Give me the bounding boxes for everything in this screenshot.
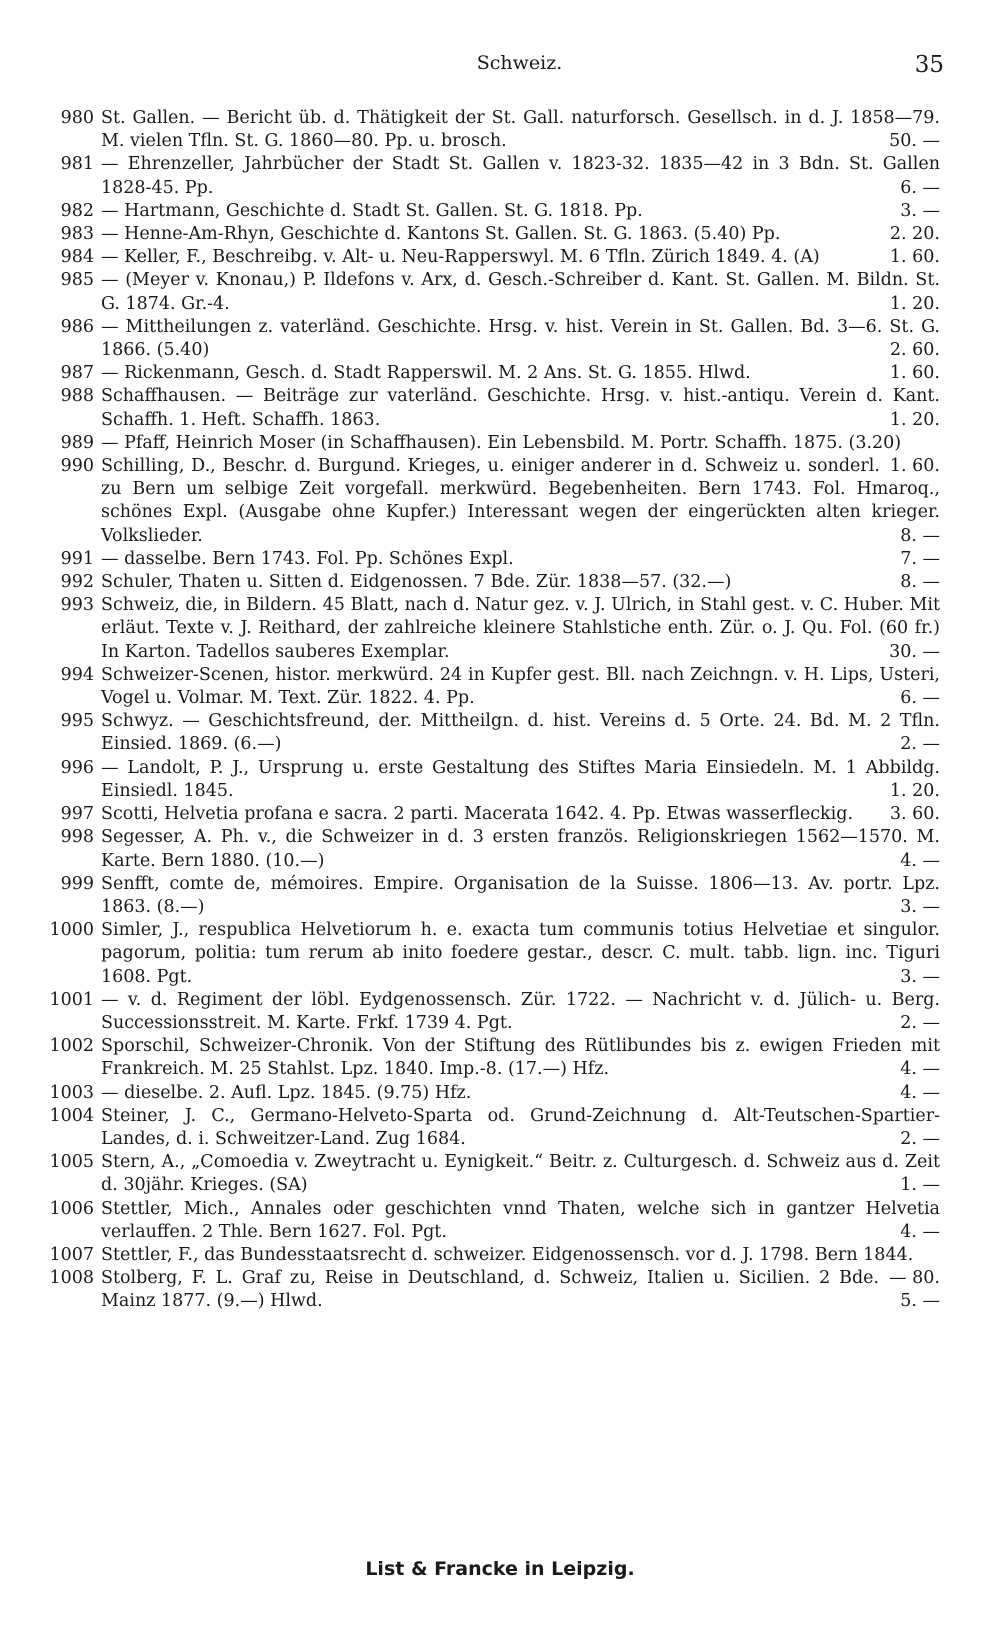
entry-description [101, 757, 940, 803]
entry-description [101, 1198, 940, 1244]
entry-description [101, 1244, 940, 1289]
entry-description [101, 455, 940, 548]
entry-price: 8. — [900, 525, 940, 546]
catalog-entry [0, 989, 1000, 1035]
entry-price: 4. — [900, 1082, 940, 1103]
entry-description [101, 571, 940, 594]
entry-price: — 80. [889, 1268, 940, 1289]
entry-number: 997 [60, 804, 94, 825]
entry-number: 994 [60, 664, 94, 685]
catalog-entry [0, 1151, 1000, 1197]
entry-price: 1. 20. [889, 293, 940, 314]
entry-price: 6. — [900, 177, 940, 198]
catalog-entry [0, 757, 1000, 803]
entry-number: 993 [60, 595, 94, 616]
entry-number: 980 [60, 108, 94, 128]
entry-price: 4. — [900, 850, 940, 871]
entry-number: 985 [60, 270, 94, 291]
entry-text: Stettler, Mich., Annales oder geschichten vnnd Thaten, welche sich in gantzer Helvetia verlauffen. 2 Thle. Bern 1627. Fol. Pgt. [101, 1198, 940, 1242]
entry-text: Schaffhausen. — Beiträge zur vaterländ. Geschichte. Hrsg. v. hist.-antiqu. Verein d. Kant. Schaffh. 1. Heft. Schaffh. 1863. [101, 386, 940, 430]
entry-text: — Pfaff, Heinrich Moser (in Schaffhausen). Ein Lebensbild. M. Portr. Schaffh. 1875. (3.20) [101, 432, 902, 453]
entry-price: 6. — [900, 688, 940, 709]
entry-text: — (Meyer v. Knonau,) P. Ildefons v. Arx, d. Gesch.-Schreiber d. Kant. St. Gallen. M. Bildn. St. G. 1874. Gr.-4. [101, 270, 940, 314]
entry-number: 1005 [49, 1152, 94, 1173]
entry-text: Schwyz. — Geschichtsfreund, der. Mittheilgn. d. hist. Vereins d. 5 Orte. 24. Bd. M. 2 Tfln. Einsied. 1869. (6.—) [101, 711, 940, 755]
catalog-entry [0, 571, 1000, 594]
catalog-entry [0, 710, 1000, 756]
entry-text: — Rickenmann, Gesch. d. Stadt Rapperswil. M. 2 Ans. St. G. 1855. Hlwd. [101, 363, 751, 384]
entry-text: — Landolt, P. J., Ursprung u. erste Gestaltung des Stiftes Maria Einsiedeln. M. 1 Abbildg. Einsiedl. 1845. [101, 757, 940, 801]
entry-text: Stolberg, F. L. Graf zu, Reise in Deutschland, d. Schweiz, Italien u. Sicilien. 2 Bde. Mainz 1877. (9.—) Hlwd. [101, 1268, 880, 1312]
entry-price: 3. — [900, 200, 940, 221]
entry-text: — Henne-Am-Rhyn, Geschichte d. Kantons St. Gallen. St. G. 1863. (5.40) Pp. [101, 224, 781, 245]
entry-number: 986 [60, 316, 94, 337]
catalog-entry [0, 873, 1000, 919]
entry-price: 50. — [889, 131, 940, 152]
entry-number: 992 [60, 572, 94, 593]
entry-number: 988 [60, 386, 94, 407]
entry-number: 984 [60, 247, 94, 268]
entry-description [101, 873, 940, 919]
catalog-entry [0, 316, 1000, 362]
entry-price: 30. — [889, 641, 940, 662]
catalog-entry [0, 548, 1000, 571]
entry-description [101, 107, 940, 153]
catalog-entry [0, 1082, 1000, 1105]
catalog-entry [0, 107, 1000, 153]
entry-price: 2. 20. [889, 224, 940, 245]
entry-description [101, 803, 940, 826]
catalog-entry [0, 269, 1000, 315]
entry-number: 999 [60, 873, 94, 894]
entry-number: 995 [60, 711, 94, 732]
publisher-footer: List & Francke in Leipzig. [365, 1558, 635, 1580]
entry-number: 998 [60, 827, 94, 848]
entry-description [101, 223, 940, 246]
entry-number: 1007 [49, 1244, 94, 1265]
entry-price: 1. 20. [889, 780, 940, 801]
entry-number: 981 [60, 154, 94, 175]
entry-description [101, 200, 940, 223]
entry-number: 990 [60, 456, 94, 477]
entry-description [101, 269, 940, 315]
entry-price: 1. — [900, 1175, 940, 1196]
entry-text: Senfft, comte de, mémoires. Empire. Organisation de la Suisse. 1806—13. Av. portr. Lpz. 1863. (8.—) [101, 873, 940, 917]
entry-price: 2. — [900, 1128, 940, 1149]
entry-description [101, 1105, 940, 1151]
catalog-entry [0, 455, 1000, 548]
catalog-entry [0, 664, 1000, 710]
entry-text: St. Gallen. — Bericht üb. d. Thätigkeit der St. Gall. naturforsch. Gesellsch. in d. J. 1858—79. M. vielen Tfln. St. G. 1860—80. Pp. u. brosch. [101, 108, 940, 152]
catalog-entry [0, 200, 1000, 223]
entry-number: 996 [60, 757, 94, 778]
entry-text: — dasselbe. Bern 1743. Fol. Pp. Schönes Expl. [101, 548, 514, 569]
entry-price: 3. 60. [889, 804, 940, 825]
entry-price: 2. 60. [889, 340, 940, 361]
entry-number: 1003 [49, 1082, 94, 1103]
entry-price: 2. — [900, 734, 940, 755]
entry-price: 7. — [900, 548, 940, 569]
entry-text: — dieselbe. 2. Aufl. Lpz. 1845. (9.75) Hfz. [101, 1082, 472, 1103]
catalog-entry [0, 1267, 1000, 1313]
entry-description [101, 362, 940, 385]
entry-number: 991 [60, 548, 94, 569]
entry-number: 1002 [49, 1036, 94, 1057]
entry-number: 1001 [49, 989, 94, 1010]
entry-description [101, 1151, 940, 1197]
entry-number: 1000 [49, 920, 94, 941]
entry-text: — Mittheilungen z. vaterländ. Geschichte. Hrsg. v. hist. Verein in St. Gallen. Bd. 3—6. St. G. 1866. (5.40) [101, 316, 940, 361]
entry-text: Stettler, F., das Bundesstaatsrecht d. schweizer. Eidgenossensch. vor d. J. 1798. Bern 1844. [101, 1244, 914, 1265]
entry-text: Sporschil, Schweizer-Chronik. Von der Stiftung des Rütlibundes bis z. ewigen Frieden mit Frankreich. M. 25 Stahlst. Lpz. 1840. Imp.-8. (17.—) Hfz. [101, 1036, 940, 1080]
entry-description [101, 826, 940, 872]
entry-description [101, 594, 940, 664]
catalog-entry [0, 385, 1000, 431]
entry-number: 982 [60, 200, 94, 221]
entry-price: 8. — [900, 572, 940, 593]
entry-text: Stern, A., „Comoedia v. Zweytracht u. Eynigkeit.“ Beitr. z. Culturgesch. d. Schweiz aus d. Zeit d. 30jähr. Krieges. (SA) [101, 1152, 940, 1196]
entry-number: 1004 [49, 1105, 94, 1126]
page-header [95, 52, 944, 82]
catalog-entry [0, 153, 1000, 199]
entry-price: 4. — [900, 1221, 940, 1242]
entry-text: Schweiz, die, in Bildern. 45 Blatt, nach d. Natur gez. v. J. Ulrich, in Stahl gest. v. C. Huber. Mit erläut. Texte v. J. Reithard, der zahlreiche kleinere Stahlstiche enth. Zür. o. J. Qu. Fol. (60 fr.) In Karton. Tadellos sauberes Exemplar. [101, 595, 940, 662]
entry-price: 4. — [900, 1059, 940, 1080]
entry-price: 1. 60. [889, 247, 940, 268]
entry-description [101, 153, 940, 199]
entry-description [101, 664, 940, 710]
catalog-entries [0, 107, 1000, 1314]
entry-description [101, 1082, 940, 1105]
entry-number: 987 [60, 363, 94, 384]
entry-description [101, 989, 940, 1035]
entry-description [101, 432, 940, 477]
catalog-entry [0, 223, 1000, 246]
entry-number: 1008 [49, 1268, 94, 1289]
entry-text: Schweizer-Scenen, histor. merkwürd. 24 in Kupfer gest. Bll. nach Zeichngn. v. H. Lips, Usteri, Vogel u. Volmar. M. Text. Zür. 1822. 4. Pp. [101, 664, 940, 709]
entry-text: Schilling, D., Beschr. d. Burgund. Krieges, u. einiger anderer in d. Schweiz u. sonderl. zu Bern um selbige Zeit vorgefall. merkwürd. Begebenheiten. Bern 1743. Fol. Hmaroq., schönes Expl. (Ausgabe ohne Kupfer.) Interessant wegen der eingerückten alten krieger. Volkslieder. [101, 456, 940, 546]
catalog-entry [0, 919, 1000, 989]
entry-description [101, 919, 940, 989]
entry-price: 1. 60. [889, 456, 940, 477]
page-number: 35 [914, 52, 944, 78]
entry-description [101, 1035, 940, 1081]
entry-number: 1006 [49, 1198, 94, 1219]
entry-text: Simler, J., respublica Helvetiorum h. e. exacta tum communis totius Helvetiae et singulor. pagorum, politia: tum rerum ab inito foedere gestar., descr. C. mult. tabb. lign. inc. Tiguri 1608. Pgt. [101, 920, 940, 987]
entry-price: 3. — [900, 966, 940, 987]
catalog-entry [0, 1035, 1000, 1081]
catalog-entry [0, 246, 1000, 269]
entry-text: Segesser, A. Ph. v., die Schweizer in d. 3 ersten französ. Religionskriegen 1562—1570. M. Karte. Bern 1880. (10.—) [101, 827, 940, 871]
entry-price: 3. — [900, 896, 940, 917]
entry-description [101, 710, 940, 756]
entry-price: 1. 20. [889, 409, 940, 430]
entry-price: 5. — [900, 1291, 940, 1312]
entry-number: 989 [60, 432, 94, 453]
entry-description [101, 548, 940, 571]
entry-text: — Ehrenzeller, Jahrbücher der Stadt St. Gallen v. 1823-32. 1835—42 in 3 Bdn. St. Gallen 1828-45. Pp. [101, 154, 940, 198]
entry-description [101, 316, 940, 362]
catalog-entry [0, 594, 1000, 664]
entry-text: — Keller, F., Beschreibg. v. Alt- u. Neu-Rapperswyl. M. 6 Tfln. Zürich 1849. 4. (A) [101, 247, 820, 268]
entry-description [101, 1267, 940, 1313]
entry-price: 1. 60. [889, 363, 940, 384]
entry-description [101, 385, 940, 431]
catalog-entry [0, 1198, 1000, 1244]
entry-text: — Hartmann, Geschichte d. Stadt St. Gallen. St. G. 1818. Pp. [101, 200, 643, 221]
entry-text: Steiner, J. C., Germano-Helveto-Sparta od. Grund-Zeichnung d. Alt-Teutschen-Spartier-Landes, d. i. Schweitzer-Land. Zug 1684. [101, 1105, 940, 1149]
entry-text: — v. d. Regiment der löbl. Eydgenossensch. Zür. 1722. — Nachricht v. d. Jülich- u. Berg. Successionsstreit. M. Karte. Frkf. 1739 4. Pgt. [101, 989, 940, 1033]
catalog-entry [0, 362, 1000, 385]
catalog-entry [0, 826, 1000, 872]
entry-text: Schuler, Thaten u. Sitten d. Eidgenossen. 7 Bde. Zür. 1838—57. (32.—) [101, 572, 732, 593]
page-title: Schweiz. [476, 52, 563, 74]
catalog-entry [0, 803, 1000, 826]
entry-price: 2. — [900, 1012, 940, 1033]
catalog-entry [0, 1105, 1000, 1151]
entry-text: Scotti, Helvetia profana e sacra. 2 parti. Macerata 1642. 4. Pp. Etwas wasserfleckig. [101, 804, 854, 825]
entry-description [101, 246, 940, 269]
entry-number: 983 [60, 224, 94, 245]
